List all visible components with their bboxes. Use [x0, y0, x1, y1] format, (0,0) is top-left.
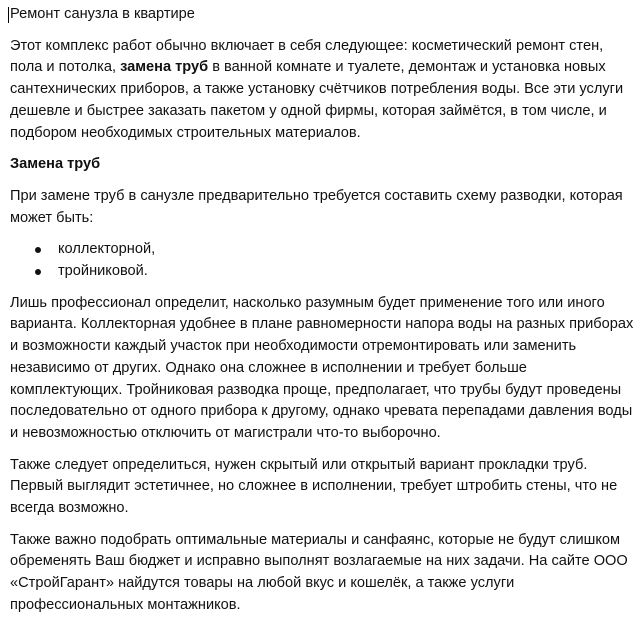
list-item: [10, 239, 636, 261]
list-item-text: коллекторной,: [58, 241, 156, 258]
intro-text-after: в ванной комнате и туалете, демонтаж и установка новых сантехнических приборов, а также установку счётчиков потребления воды. Все эти услуги дешевле и быстрее заказать пакетом у одной фирмы, которая займётся, в том числе, и подбором необходимых строительных материалов.: [10, 59, 624, 141]
bullet-icon: [35, 269, 41, 275]
list-item: [10, 261, 636, 283]
bullet-icon: [35, 247, 41, 253]
hidden-open-paragraph: Также следует определиться, нужен скрытый или открытый вариант прокладки труб. Первый выглядит эстетичнее, но сложнее в исполнении, требует штробить стены, что не всегда возможно.: [10, 456, 618, 517]
intro-text-before: Этот комплекс работ обычно включает в себя следующее: косметический ремонт стен, пола и потолка,: [10, 37, 604, 76]
intro-paragraph: [10, 36, 636, 145]
document-title-line: [10, 4, 636, 26]
professional-paragraph: Лишь профессионал определит, насколько разумным будет применение того или иного варианта. Коллекторная удобнее в плане равномерности напора воды на разных приборах и возможности каждый участок при необходимости отремонтировать или заменить независимо от других. Однако она сложнее в исполнении и требует больше комплектующих. Тройниковая разводка проще, предполагает, что трубы будут проведены последовательно от одного прибора к другому, однако чревата перепадами давления воды и невозможностью отключить от магистрали что-то выборочно.: [10, 294, 634, 441]
materials-paragraph: Также важно подобрать оптимальные материалы и санфаянс, которые не будут слишком обременять Ваш бюджет и исправно выполнят возлагаемые на них задачи. На сайте ООО «СтройГарант» найдутся товары на любой вкус и кошелёк, а также услуги профессиональных монтажников.: [10, 531, 628, 613]
section-heading: Замена труб: [10, 156, 101, 173]
list-item-text: тройниковой.: [58, 263, 148, 280]
intro-bold-phrase: замена труб: [120, 59, 209, 76]
scheme-paragraph: При замене труб в санузле предварительно требуется составить схему разводки, которая может быть:: [10, 187, 623, 226]
text-cursor: [8, 7, 9, 23]
document-title: Ремонт санузла в квартире: [10, 6, 195, 22]
bullet-list: [10, 239, 636, 282]
document-body[interactable]: [10, 4, 636, 627]
